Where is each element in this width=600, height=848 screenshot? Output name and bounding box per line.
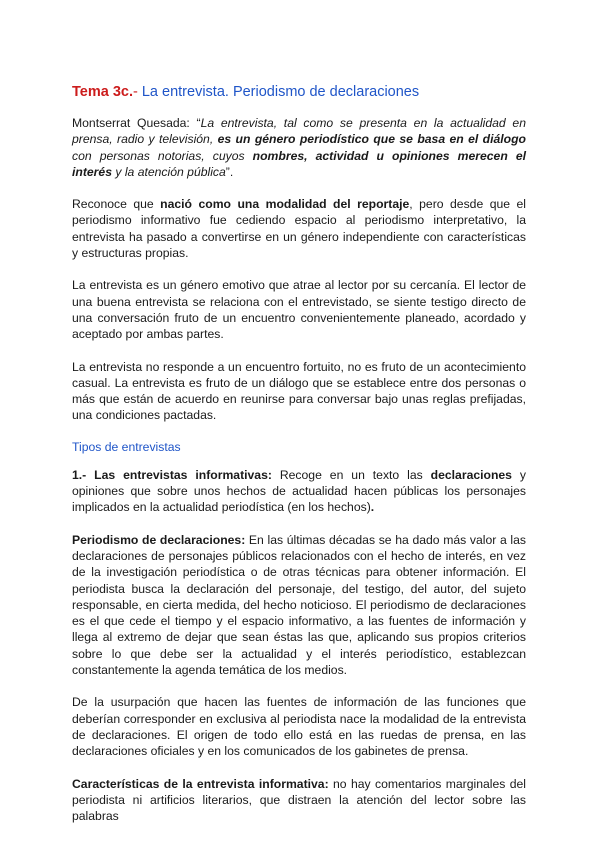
quote-end: ”. — [225, 164, 234, 179]
bold-period: . — [370, 500, 375, 515]
paragraph-entrevistas-informativas — [72, 467, 526, 516]
emphasis-reportaje: nació como una modalidad del reportaje — [160, 197, 410, 212]
paragraph-usurpacion: De la usurpación que hacen las fuentes de información de las funciones que deberían corresponder en exclusiva al periodista nace la modalidad de la entrevista de declaraciones. El origen de todo ello está en las ruedas de prensa, en las declaraciones oficiales y en los comunicados de los gabinetes de prensa. — [72, 695, 526, 759]
title-separator: - — [133, 84, 142, 100]
text-span: Reconoce que — [72, 197, 161, 212]
term-caracteristicas: Características de la entrevista informativa: — [72, 776, 329, 791]
text-span: no hay comentarios marginales del periodista ni artificios literarios, que distraen la atención del lector sobre las palabras — [72, 776, 526, 824]
quote-author: Montserrat Quesada: “ — [72, 116, 201, 130]
paragraph-genero-emotivo: La entrevista es un género emotivo que atrae al lector por su cercanía. El lector de una buena entrevista se relaciona con el entrevistado, se siente testigo directo de una conversación fruto de un encuentro convenientemente planeado, acordado y aceptado por ambas partes. — [72, 278, 526, 342]
section-heading-tipos: Tipos de entrevistas — [72, 439, 181, 454]
quote-text-1: La entrevista, tal como se presenta en la actualidad en prensa, radio y televisión, — [72, 116, 526, 147]
text-span: y opiniones que sobre unos hechos de actualidad hacen públicas los personajes implicados en la actualidad periodística (en los hechos) — [72, 467, 526, 515]
quote-text-2: con personas notorias, cuyos — [72, 148, 253, 163]
title-number: Tema 3c. — [72, 84, 133, 100]
text-span: Recoge en un texto las — [271, 467, 431, 482]
quote-text-3: y la atención pública — [111, 164, 226, 179]
emphasis-declaraciones: declaraciones — [430, 467, 512, 482]
title-text: La entrevista. Periodismo de declaraciones — [141, 84, 420, 100]
text-span: , pero desde que el periodismo informativo fue cediendo espacio al periodismo interpretativo, la entrevista ha pasado a convertirse en un género independiente con características y estructuras propias. — [72, 197, 526, 261]
quote-emphasis-1: es un género periodístico que se basa en el diálogo — [217, 132, 526, 147]
quote-emphasis-2: nombres, actividad u opiniones merecen el interés — [72, 148, 526, 179]
paragraph-quesada-quote — [72, 115, 526, 180]
paragraph-periodismo-declaraciones — [72, 532, 526, 679]
paragraph-encuentro: La entrevista no responde a un encuentro fortuito, no es fruto de un acontecimiento casual. La entrevista es fruto de un diálogo que se establece entre dos personas o más que están de acuerdo en reunirse para conversar bajo unas reglas prefijadas, una condiciones pactadas. — [72, 359, 526, 423]
text-span: En las últimas décadas se ha dado más valor a las declaraciones de personajes públicos relacionados con el hecho de interés, en vez de la investigación periodística o de otras técnicas para obtener información. El periodista busca la declaración del personaje, del testigo, del autor, del sujeto responsable, en cierta medida, del hecho noticioso. El periodismo de declaraciones es el que cede el tiempo y el espacio informativo, a las fuentes de información y llega al extremo de dejar que sean éstas las que, aplicando sus propios criterios sobre lo que debe ser la actualidad y el interés periodístico, establezcan constantemente la agenda temática de los medios. — [72, 532, 526, 678]
term-periodismo-declaraciones: Periodismo de declaraciones: — [72, 532, 246, 547]
paragraph-caracteristicas — [72, 776, 526, 825]
page-title — [72, 84, 526, 100]
document-body — [72, 84, 526, 840]
paragraph-reportaje — [72, 196, 526, 261]
term-entrevistas-informativas: 1.- Las entrevistas informativas: — [72, 467, 272, 482]
